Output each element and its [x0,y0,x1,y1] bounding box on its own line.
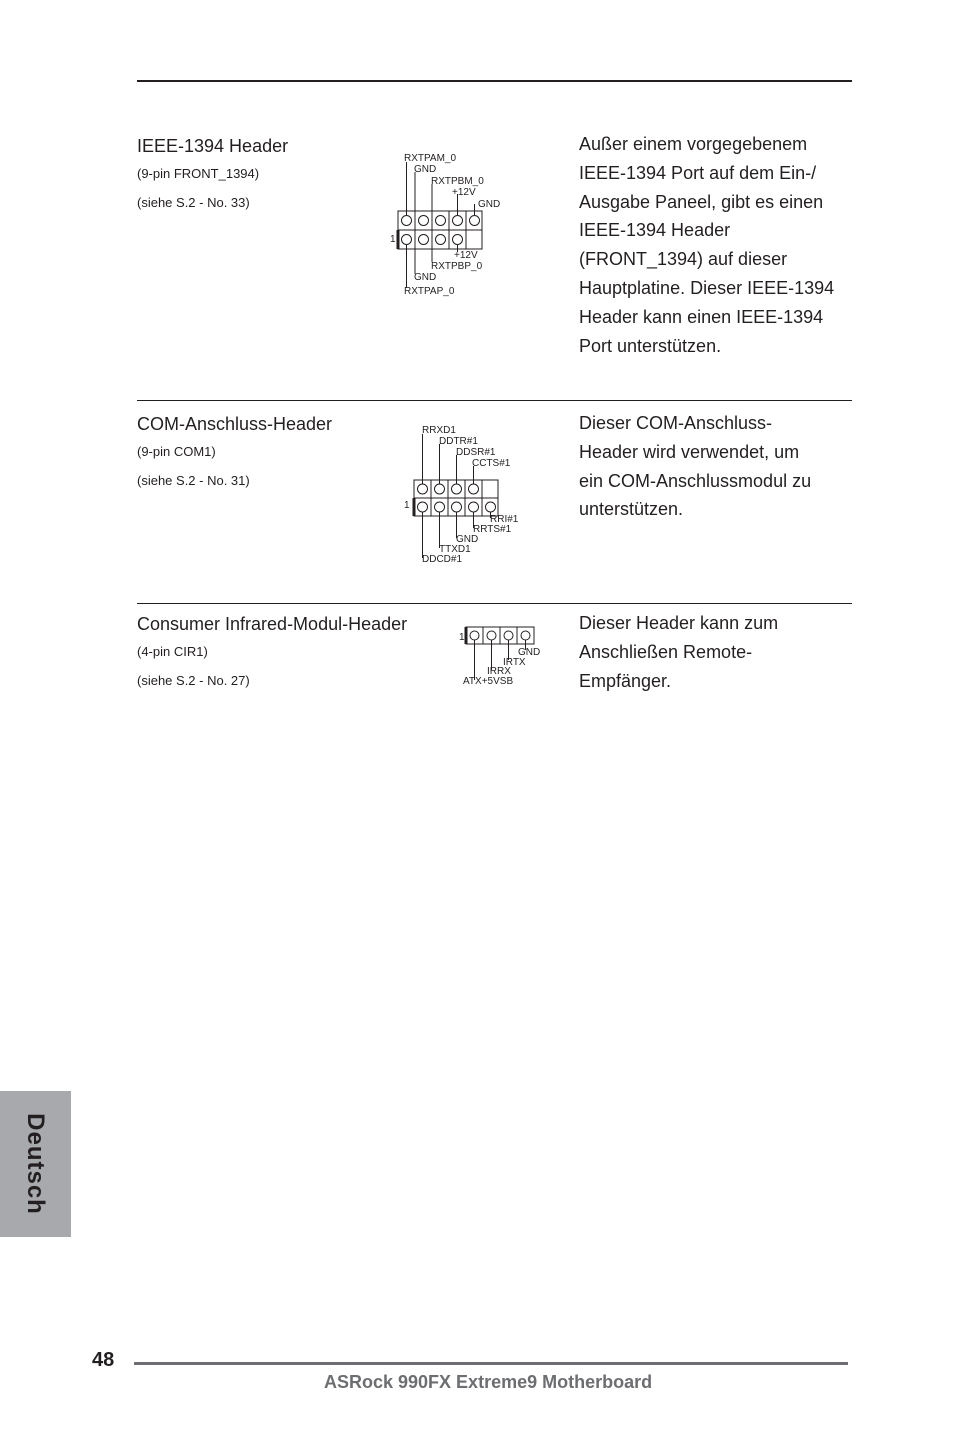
pin-label: GND [518,647,541,658]
description-line: Dieser Header kann zum [579,613,779,633]
pin-label: TTXD1 [439,544,471,555]
description-line: Empfänger. [579,670,672,691]
pin-label: RXTPBM_0 [431,176,484,187]
page-reference: (siehe S.2 - No. 27) [137,673,250,688]
pin-label: IRRX [487,666,511,677]
pin-one-marker: 1 [390,234,396,245]
pin-label: DDTR#1 [439,436,478,447]
pin-label: +12V [454,250,478,261]
pin-label: +12V [452,187,476,198]
description-line: IEEE-1394 Header [579,220,731,241]
pin-label: GND [414,272,437,283]
page-reference: (siehe S.2 - No. 33) [137,195,250,210]
description-line: Ausgabe Paneel, gibt es einen [579,191,824,212]
pin-one-marker: 1 [404,500,410,511]
pin-label: RRXD1 [422,425,456,436]
section-title: Consumer Infrared-Modul-Header [137,614,408,634]
pin-label: RRI#1 [490,514,519,525]
section-description [579,609,859,695]
top-rule [137,80,852,82]
page-reference: (siehe S.2 - No. 31) [137,473,250,488]
front1394-pin-diagram [388,148,518,298]
pin-label: GND [478,199,501,210]
footer-product-name: ASRock 990FX Extreme9 Motherboard [324,1372,653,1392]
description-line: unterstützen. [579,499,684,520]
pin-label: GND [414,164,437,175]
pin-label: DDSR#1 [456,447,496,458]
footer-rule [134,1362,848,1365]
section-divider [137,400,852,401]
pin-label: ATX+5VSB [463,676,514,687]
section-description [579,409,859,524]
description-line: ein COM-Anschlussmodul zu [579,470,812,491]
section-title: COM-Anschluss-Header [137,414,333,434]
pin-spec: (4-pin CIR1) [137,644,208,659]
pin-label: RRTS#1 [473,524,512,535]
pin-label: IRTX [503,657,526,668]
pin-label: RXTPAP_0 [404,286,455,297]
language-tab-label: Deutsch [22,1113,49,1215]
pin-label: DDCD#1 [422,554,463,565]
pin-spec: (9-pin COM1) [137,444,216,459]
section-divider [137,603,852,604]
header-row-bottom [398,230,482,249]
com1-pin-diagram [402,422,532,567]
description-line: (FRONT_1394) auf dieser [579,249,788,270]
section-description [579,130,859,360]
description-line: Dieser COM-Anschluss- [579,413,773,433]
description-line: Anschließen Remote- [579,641,753,662]
pin-label: CCTS#1 [472,458,511,469]
pin-one-marker: 1 [459,632,465,643]
description-line: Header wird verwendet, um [579,441,800,462]
description-line: Außer einem vorgegebenem [579,134,808,154]
pin-spec: (9-pin FRONT_1394) [137,166,260,181]
page-number: 48 [92,1349,115,1371]
pin-label: RXTPAM_0 [404,153,457,164]
section-title: IEEE-1394 Header [137,136,289,156]
pin-label: RXTPBP_0 [431,261,483,272]
cir1-pin-diagram [458,622,558,687]
description-line: Header kann einen IEEE-1394 [579,306,824,327]
description-line: IEEE-1394 Port auf dem Ein-/ [579,162,817,183]
pin-label: GND [456,534,479,545]
description-line: Hauptplatine. Dieser IEEE-1394 [579,277,835,298]
language-tab [0,1091,71,1237]
description-line: Port unterstützen. [579,335,722,356]
